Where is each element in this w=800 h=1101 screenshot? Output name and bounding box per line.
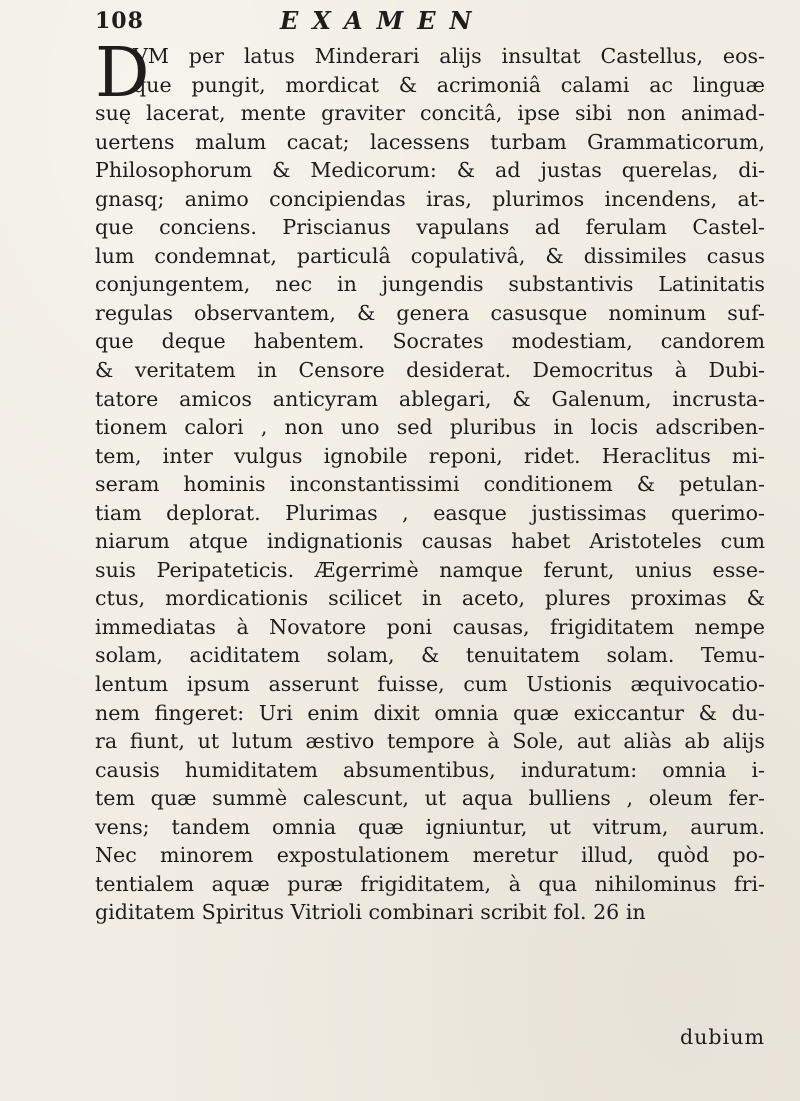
- text-line: giditatem Spiritus Vitrioli combinari scribit fol. 26 in: [95, 900, 646, 925]
- text-line: VM per latus Minderari alijs insultat Castellus, eos-: [133, 44, 765, 68]
- text-line: ctus, mordicationis scilicet in aceto, plures proximas &: [95, 586, 765, 611]
- text-line: que deque habentem. Socrates modestiam, candorem: [95, 329, 765, 354]
- text-line: regulas observantem, & genera casusque nominum suf-: [95, 300, 765, 325]
- text-line: que conciens. Priscianus vapulans ad ferulam Castel-: [95, 215, 765, 240]
- text-line: niarum atque indignationis causas habet Aristoteles cum: [95, 529, 765, 554]
- body-text: [95, 34, 765, 927]
- text-line: suis Peripateticis. Ægerrimè namque ferunt, unius esse-: [95, 557, 765, 582]
- text-line: solam, aciditatem solam, & tenuitatem solam. Temu-: [95, 643, 765, 668]
- text-line: vens; tandem omnia quæ igniuntur, ut vitrum, aurum.: [95, 814, 765, 839]
- text-line: tionem calori , non uno sed pluribus in locis adscriben-: [95, 415, 765, 440]
- text-line: seram hominis inconstantissimi conditionem & petulan-: [95, 472, 765, 497]
- text-line: & veritatem in Censore desiderat. Democritus à Dubi-: [95, 358, 765, 383]
- text-line: tiam deplorat. Plurimas , easque justissimas querimo-: [95, 500, 765, 525]
- text-line: gnasq; animo concipiendas iras, plurimos incendens, at-: [95, 186, 765, 211]
- text-line: uertens malum cacat; lacessens turbam Grammaticorum,: [95, 129, 765, 154]
- text-line: tem, inter vulgus ignobile reponi, ridet. Heraclitus mi-: [95, 443, 765, 468]
- text-line: que pungit, mordicat & acrimoniâ calami ac linguæ: [133, 72, 765, 97]
- text-line: Nec minorem expostulationem meretur illud, quòd po-: [95, 843, 765, 868]
- text-line: immediatas à Novatore poni causas, frigiditatem nempe: [95, 614, 765, 639]
- text-line: causis humiditatem absumentibus, induratum: omnia i-: [95, 757, 765, 782]
- text-line: ra fiunt, ut lutum æstivo tempore à Sole, aut aliàs ab alijs: [95, 729, 765, 754]
- text-line: tatore amicos anticyram ablegari, & Galenum, incrusta-: [95, 386, 765, 411]
- running-head: EXAMEN: [280, 6, 486, 35]
- text-line: conjungentem, nec in jungendis substantivis Latinitatis: [95, 272, 765, 297]
- page-header: [95, 6, 735, 36]
- page-number: 108: [95, 8, 144, 34]
- text-line: nem fingeret: Uri enim dixit omnia quæ exiccantur & du-: [95, 700, 765, 725]
- text-line: tentialem aquæ puræ frigiditatem, à qua nihilominus fri-: [95, 871, 765, 896]
- catchword: dubium: [679, 1025, 765, 1049]
- text-line: Philosophorum & Medicorum: & ad justas querelas, di-: [95, 158, 765, 183]
- drop-cap: D: [95, 34, 150, 113]
- text-line: lentum ipsum asserunt fuisse, cum Ustionis æquivocatio-: [95, 672, 765, 697]
- text-line: lum condemnat, particulâ copulativâ, & dissimiles casus: [95, 243, 765, 268]
- text-line: suę lacerat, mente graviter concitâ, ipse sibi non animad-: [95, 101, 765, 126]
- text-line: tem quæ summè calescunt, ut aqua bulliens , oleum fer-: [95, 786, 765, 811]
